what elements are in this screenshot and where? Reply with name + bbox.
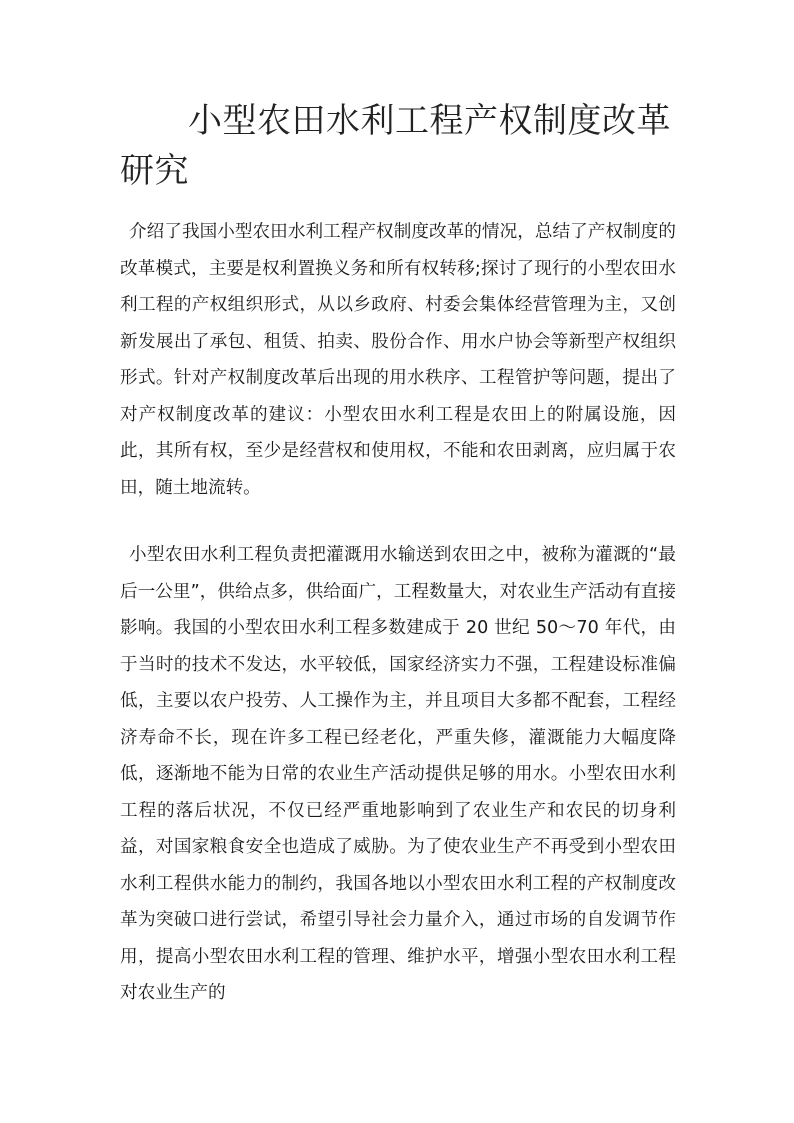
abstract-paragraph: 介绍了我国小型农田水利工程产权制度改革的情况，总结了产权制度的改革模式，主要是权利置换义务和所有权转移;探讨了现行的小型农田水利工程的产权组织形式，从以乡政府、村委会集体经营管理为主，又创新发展出了承包、租赁、拍卖、股份合作、用水户协会等新型产权组织形式。针对产权制度改革后出现的用水秩序、工程管护等问题，提出了对产权制度改革的建议：小型农田水利工程是农田上的附属设施，因此，其所有权，至少是经营权和使用权，不能和农田剥离，应归属于农田，随土地流转。 — [120, 222, 676, 498]
body-paragraph: 小型农田水利工程负责把灌溉用水输送到农田之中，被称为灌溉的“最后一公里”，供给点多，供给面广，工程数量大，对农业生产活动有直接影响。我国的小型农田水利工程多数建成于 20 世纪 50～70 年代，由于当时的技术不发达，水平较低，国家经济实力不强，工程建设标准偏低，主要以农户投劳、人工操作为主，并且项目大多都不配套，工程经济寿命不长，现在许多工程已经老化，严重失修，灌溉能力大幅度降低，逐渐地不能为日常的农业生产活动提供足够的用水。小型农田水利工程的落后状况，不仅已经严重地影响到了农业生产和农民的切身利益，对国家粮食安全也造成了威胁。为了使农业生产不再受到小型农田水利工程供水能力的制约，我国各地以小型农田水利工程的产权制度改革为突破口进行尝试，希望引导社会力量介入，通过市场的自发调节作用，提高小型农田水利工程的管理、维护水平，增强小型农田水利工程对农业生产的 — [120, 545, 676, 1003]
document-title: 小型农田水利工程产权制度改革研究 — [120, 101, 671, 191]
